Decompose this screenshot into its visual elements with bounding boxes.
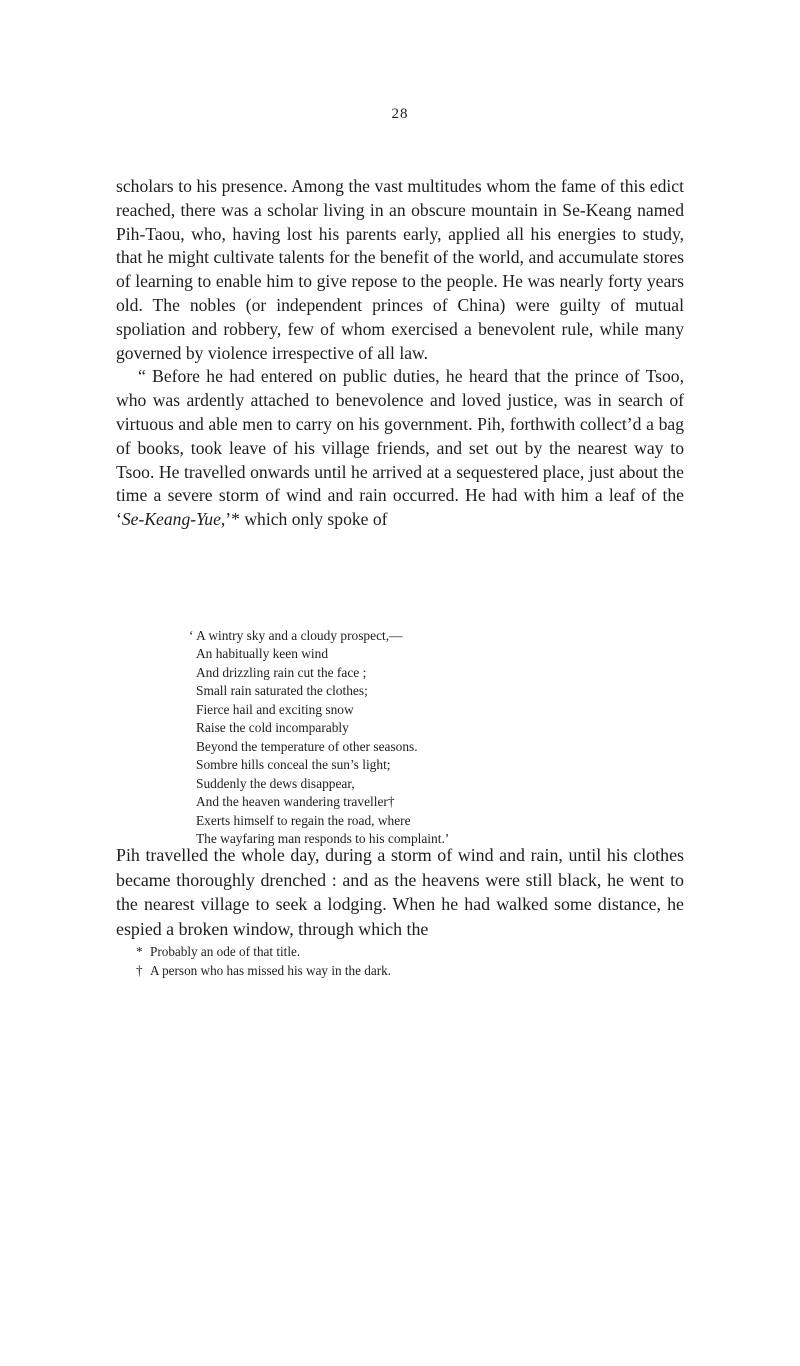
poem-line: ‘ A wintry sky and a cloudy prospect,— bbox=[189, 628, 403, 643]
quoted-poem bbox=[189, 627, 676, 848]
footnote-mark: † bbox=[136, 963, 143, 978]
footnote-text: Probably an ode of that title. bbox=[150, 944, 301, 959]
poem-line: Suddenly the dews disappear, bbox=[196, 775, 355, 791]
footnote bbox=[136, 942, 676, 961]
footnotes bbox=[136, 942, 676, 980]
paragraph-text-tail: ’* which only spoke of bbox=[225, 509, 388, 530]
poem-line: Small rain saturated the clothes; bbox=[196, 683, 368, 699]
poem-line: An habitually keen wind bbox=[196, 646, 329, 662]
poem-line: Fierce hail and exciting snow bbox=[196, 701, 354, 717]
ode-title: Se-Keang-Yue, bbox=[121, 509, 226, 530]
page-number: 28 bbox=[391, 106, 409, 122]
footnote-mark: * bbox=[136, 944, 143, 959]
footnote-text: A person who has missed his way in the dark. bbox=[150, 963, 392, 978]
paragraph: scholars to his presence. Among the vast multitudes whom the fame of this edict reached, there was a scholar living in an obscure mountain in Se-Keang named Pih-Taou, who, having lost his parents early, applied all his energies to study, that he might cultivate talents for the benefit of the world, and accumulate stores of learning to enable him to give repose to the people. He was nearly forty years old. The nobles (or independent princes of China) were guilty of mutual spoliation and robbery, few of whom exercised a benevolent rule, while many governed by violence irrespective of all law. bbox=[116, 176, 684, 363]
poem-line: Sombre hills conceal the sun’s light; bbox=[196, 757, 391, 773]
poem-line: Exerts himself to regain the road, where bbox=[196, 812, 411, 828]
poem-line: Beyond the temperature of other seasons. bbox=[196, 738, 418, 754]
poem-line: The wayfaring man responds to his complaint.’ bbox=[196, 830, 450, 846]
poem-line: Raise the cold incomparably bbox=[196, 720, 349, 736]
main-text-top bbox=[116, 175, 684, 532]
main-text-bottom bbox=[116, 843, 684, 941]
paragraph-text: “ Before he had entered on public duties, he heard that the prince of Tsoo, who was ardently attached to benevolence and loved justice, was in search of virtuous and able men to carry on his government. Pih, forthwith collect’d a bag of books, took leave of his village friends, and set out by the nearest way to Tsoo. He travelled onwards until he arrived at a sequestered place, just about the time a severe storm of wind and rain occurred. He had with him a leaf of the ‘ bbox=[116, 366, 684, 530]
poem-line: And drizzling rain cut the face ; bbox=[196, 664, 367, 680]
footnote bbox=[136, 961, 676, 980]
paragraph bbox=[116, 365, 684, 532]
paragraph: Pih travelled the whole day, during a storm of wind and rain, until his clothes became thoroughly drenched : and as the heavens were still black, he went to the nearest village to seek a lodging. When he had walked some distance, he espied a broken window, through which the bbox=[116, 845, 684, 939]
poem-line: And the heaven wandering traveller† bbox=[196, 794, 395, 810]
